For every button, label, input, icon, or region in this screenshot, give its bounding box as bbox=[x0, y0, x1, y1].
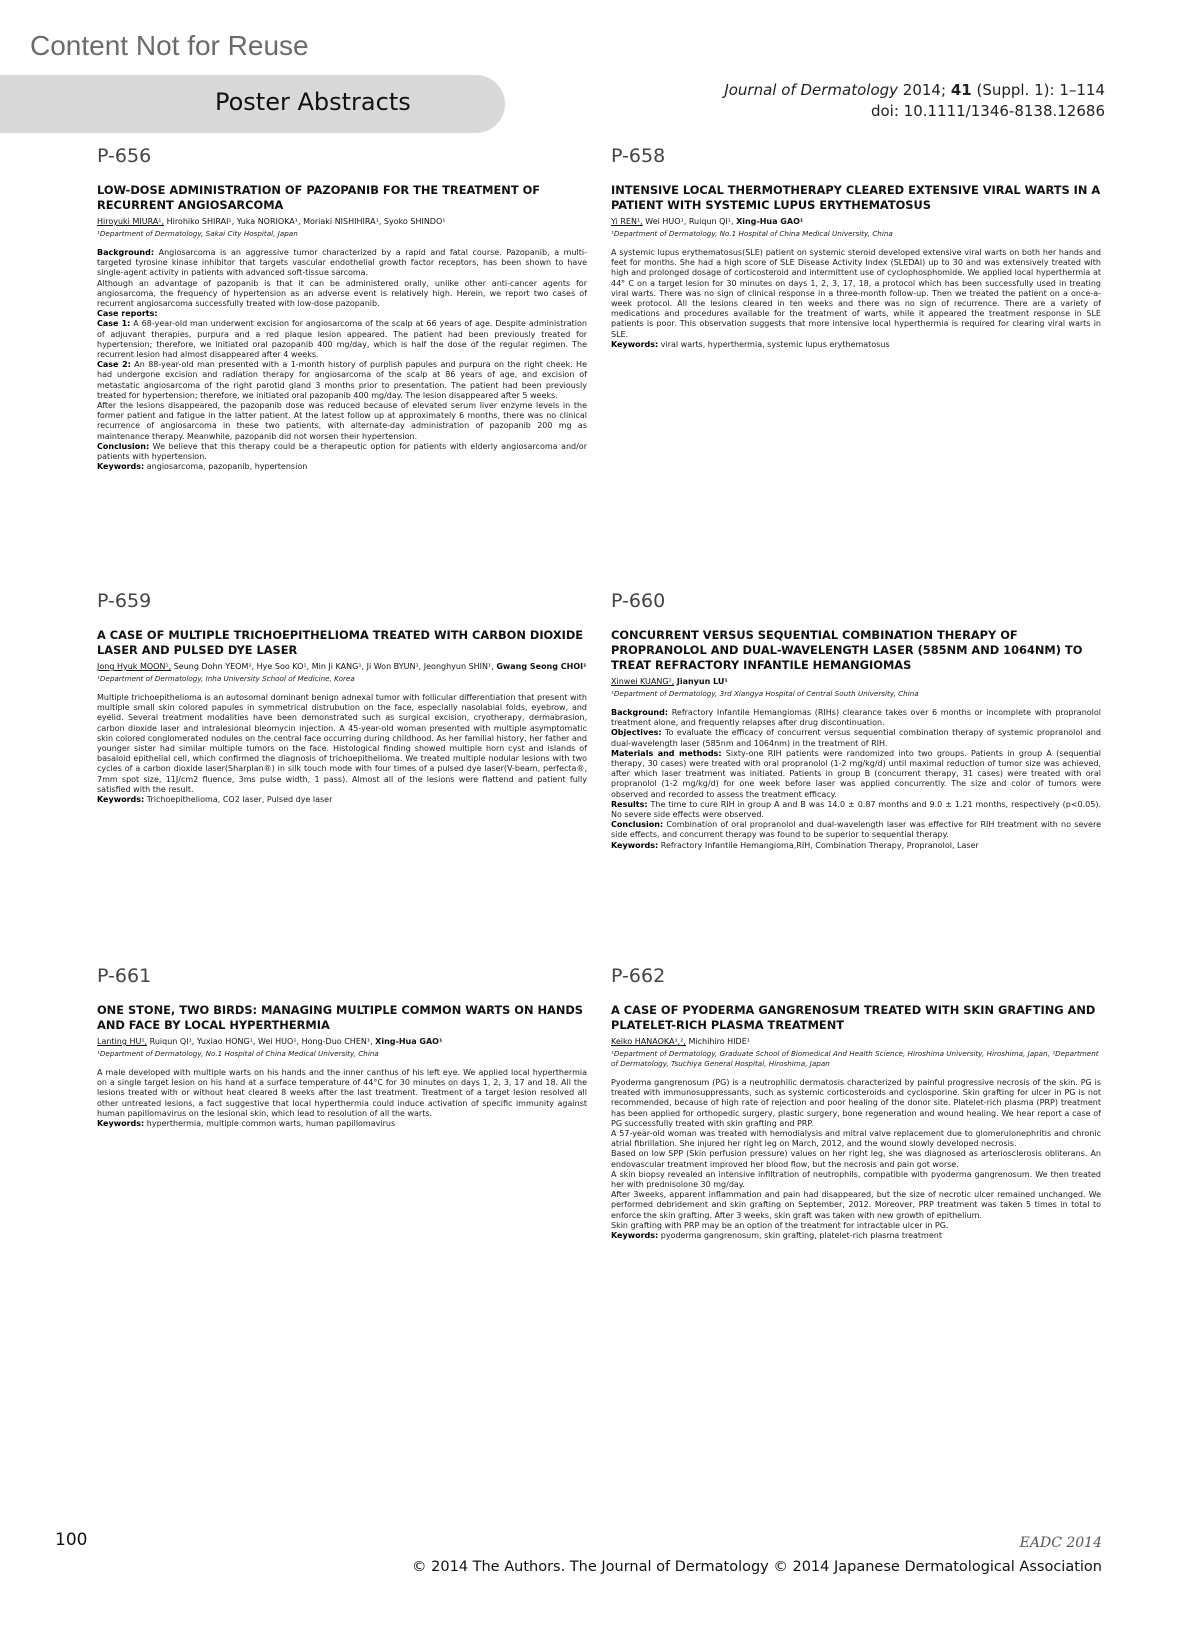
author-presenter: Xinwei KUANG¹, bbox=[611, 677, 675, 686]
paragraph: A male developed with multiple warts on his hands and the inner canthus of his left eye. We applied local hyperthermia on a single target lesion on his hand at a surface temperature of 44°C for 30 minutes on days 1, 2, 3, 17 and 18. All the lesions treated with or without heat cleared 8 weeks after the last treatment. Treatment of a target lesion resolved all other untreated lesions, a fact suggestive that local hyperthermia could induce activation of specific immunity against human papillomavirus on the lesional skin, which lead to resolution of all the warts. bbox=[97, 1068, 587, 1118]
paragraph: Case 2: An 88-year-old man presented with a 1-month history of purplish papules and purpura on the right cheek. He had undergone excision and radiation therapy for angiosarcoma of the scalp at 86 years of age, and excision of metastatic angiosarcoma of the right parotid gland 3 months prior to presentation. The patient had been previously treated for hypertension; therefore, we initiated oral pazopanib 400 mg/day. The lesion disappeared after 5 weeks. bbox=[97, 360, 587, 400]
author: Ruiqun QI¹, bbox=[149, 1037, 195, 1046]
paragraph: Pyoderma gangrenosum (PG) is a neutrophilic dermatosis characterized by painful progressive necrosis of the skin. PG is treated with immunosuppressants, such as systemic corticosteroids and cyclosporine. Skin grafting for ulcer in PG is not recommended, because of high rate of rejection and poor healing of the donor site. Platelet-rich plasma (PRP) treatment has been applied for orthopedic surgery, plastic surgery, bone regeneration and wound healing. We hear report a case of PG successfully treated with skin grafting and PRP. bbox=[611, 1078, 1101, 1128]
abstract-title: ONE STONE, TWO BIRDS: MANAGING MULTIPLE COMMON WARTS ON HANDS AND FACE BY LOCAL HYPERTHERMIA bbox=[97, 1003, 584, 1032]
abstract-title: LOW-DOSE ADMINISTRATION OF PAZOPANIB FOR THE TREATMENT OF RECURRENT ANGIOSARCOMA bbox=[97, 183, 541, 212]
keywords: Keywords: hyperthermia, multiple common warts, human papillomavirus bbox=[97, 1119, 396, 1129]
paragraph: A skin biopsy revealed an intensive infiltration of neutrophils, compatible with pyoderma gangrenosum. We then treated her with prednisolone 30 mg/day. bbox=[611, 1169, 1101, 1190]
journal-volume: 41 bbox=[950, 81, 972, 99]
abstract-p661 bbox=[97, 965, 587, 1129]
author: Yuxiao HONG¹, bbox=[196, 1037, 256, 1046]
author: Min Ji KANG¹, bbox=[311, 662, 365, 671]
paragraph: Objectives: To evaluate the efficacy of concurrent versus sequential combination therapy of systemic propranolol and dual-wavelength laser (585nm and 1064nm) in the treatment of RIH. bbox=[611, 728, 1101, 748]
abstract-id: P-659 bbox=[97, 590, 152, 612]
author: Syoko SHINDO¹ bbox=[383, 217, 446, 226]
abstract-body bbox=[611, 1078, 1101, 1241]
author-list bbox=[97, 1036, 587, 1047]
paragraph: Results: The time to cure RIH in group A and B was 14.0 ± 0.87 months and 9.0 ± 1.21 months, respectively (p<0.05). No severe side effects were observed. bbox=[611, 799, 1101, 820]
abstract-p658 bbox=[611, 145, 1101, 350]
section-title: Poster Abstracts bbox=[215, 88, 411, 116]
author: Ruiqun QI¹, bbox=[688, 217, 734, 226]
abstract-p660 bbox=[611, 590, 1101, 851]
journal-doi: doi: 10.1111/1346-8138.12686 bbox=[870, 102, 1105, 120]
paragraph: Background: Angiosarcoma is an aggressive tumor characterized by a rapid and fatal course. Pazopanib, a multi-targeted tyrosine kinase inhibitor that targets vascular endothelial growth factor receptors, has been shown to have single-agent activity in patients with advanced soft-tissue sarcoma. bbox=[97, 248, 587, 278]
abstract-id: P-662 bbox=[611, 965, 666, 987]
affiliation: ¹Department of Dermatology, No.1 Hospital of China Medical University, China bbox=[97, 1049, 379, 1058]
abstract-id: P-661 bbox=[97, 965, 152, 987]
abstract-body bbox=[611, 248, 1101, 350]
author-list bbox=[97, 661, 587, 672]
paragraph: Case 1: A 68-year-old man underwent excision for angiosarcoma of the scalp at 66 years of age. Despite administration of adjuvant therapies, purpura and a red plaque lesion appeared. The patient had been previously treated for hypertension; therefore, we initiated oral pazopanib 400 mg/day, which is half the dose of the regular regimen. The recurrent lesion had almost disappeared after 4 weeks. bbox=[97, 319, 587, 360]
abstract-body bbox=[97, 1068, 587, 1129]
journal-suppl: (Suppl. 1): 1–114 bbox=[976, 81, 1105, 99]
affiliation: ¹Department of Dermatology, Sakai City Hospital, Japan bbox=[97, 229, 298, 238]
author: Hirohiko SHIRAI¹, bbox=[166, 217, 235, 226]
abstract-title: A CASE OF PYODERMA GANGRENOSUM TREATED WITH SKIN GRAFTING AND PLATELET-RICH PLASMA TREATMENT bbox=[611, 1003, 1096, 1032]
keywords: Keywords: pyoderma gangrenosum, skin grafting, platelet-rich plasma treatment bbox=[611, 1231, 942, 1241]
keywords: Keywords: viral warts, hyperthermia, systemic lupus erythematosus bbox=[611, 339, 890, 349]
abstract-title: CONCURRENT VERSUS SEQUENTIAL COMBINATION THERAPY OF PROPRANOLOL AND DUAL-WAVELENGTH LASER (585NM AND 1064NM) TO TREAT REFRACTORY INFANTILE HEMANGIOMAS bbox=[611, 628, 1083, 672]
abstract-id: P-658 bbox=[611, 145, 666, 167]
affiliation: ¹Department of Dermatology, 3rd Xiangya Hospital of Central South University, China bbox=[611, 689, 919, 698]
affiliation: ¹Department of Dermatology, Inha University School of Medicine, Korea bbox=[97, 674, 355, 683]
author: Ji Won BYUN¹, bbox=[366, 662, 422, 671]
author-list bbox=[611, 1036, 1101, 1047]
author-corresponding: Gwang Seong CHOI¹ bbox=[496, 662, 587, 671]
paragraph: Based on low SPP (Skin perfusion pressure) values on her right leg, she was diagnosed as arteriosclerosis obliterans. An endovascular treatment improved her blood flow, but the necrosis and pain got worse. bbox=[611, 1149, 1101, 1169]
affiliation: ¹Department of Dermatology, No.1 Hospital of China Medical University, China bbox=[611, 229, 893, 238]
paragraph: Although an advantage of pazopanib is that it can be administered orally, unlike other anti-cancer agents for angiosarcoma, the frequency of hypertension as an adverse event is relatively high. Herein, we report two cases of recurrent angiosarcoma successfully treated with low-dose pazopanib. bbox=[97, 278, 587, 309]
journal-year: 2014; bbox=[902, 81, 947, 99]
author-corresponding: Xing-Hua GAO¹ bbox=[736, 217, 804, 226]
author-presenter: Lanting HU¹, bbox=[97, 1037, 148, 1046]
abstract-p656 bbox=[97, 145, 587, 472]
author: Hye Soo KO¹, bbox=[256, 662, 310, 671]
author-presenter: Jong Hyuk MOON¹, bbox=[97, 662, 172, 671]
author: Wei HUO¹, bbox=[645, 217, 687, 226]
author-corresponding: Xing-Hua GAO¹ bbox=[375, 1037, 443, 1046]
paragraph: Skin grafting with PRP may be an option of the treatment for intractable ulcer in PG. bbox=[611, 1220, 949, 1230]
author: Yuka NORIOKA¹, bbox=[236, 217, 301, 226]
journal-citation bbox=[724, 80, 1105, 122]
author: Michihiro HIDE¹ bbox=[688, 1037, 750, 1046]
abstract-body bbox=[97, 693, 587, 805]
author-presenter: Yi REN¹, bbox=[611, 217, 643, 226]
paragraph: Multiple trichoepithelioma is an autosomal dominant benign adnexal tumor with follicular differentiation that present with multiple small skin colored papules in symmetrical distrubution on the face, especially nasolabial folds, eyebrow, and eyelid. Several treatment modalities have been demonstrated such as surgical excision, cryotherapy, dermabrasion, carbon dioxide laser and intralesional bleomycin injection. A 45-year-old woman presented with multiple asymptomatic skin colored conglomerated nodules on the central face occurring during childhood. As her familial history, her father and younger sister had similar multiple tumors on the face. Histological finding showed multiple horn cyst and islands of basaloid epithelial cell, which confirmed the diagnosis of trichoepithelioma. We treated multiple nodular lesions with two cycles of a carbon dioxide laser(Sharplan®) in silk touch mode with four times of a pulsed dye laser(V-beam, perfecta®, 7mm spot size, 11J/cm2 fluence, 3ms pulse width, 1 pass). Almost all of the lesions were flattend and patient fully satisfied with the result. bbox=[97, 693, 587, 794]
author: Wei HUO¹, bbox=[258, 1037, 300, 1046]
abstract-p662 bbox=[611, 965, 1101, 1241]
author-list bbox=[611, 216, 1101, 227]
affiliation: ¹Department of Dermatology, Graduate School of Biomedical And Health Science, Hiroshima University, Hiroshima, Japan, ²Department of Dermatology, Tsuchiya General Hospital, Hiroshima, Japan bbox=[611, 1049, 1099, 1068]
paragraph: Conclusion: We believe that this therapy could be a therapeutic option for patients with elderly angiosarcoma and/or patients with hypertension. bbox=[97, 441, 587, 462]
author: Hong-Duo CHEN¹, bbox=[301, 1037, 373, 1046]
author-corresponding: Jianyun LU¹ bbox=[676, 677, 728, 686]
author-presenter: Hiroyuki MIURA¹, bbox=[97, 217, 165, 226]
paragraph: After 3weeks, apparent inflammation and pain had disappeared, but the size of necrotic ulcer remained unchanged. We performed debridement and skin grafting on September, 2012. Moreover, PRP treatment was taken 5 times in total to enforce the skin grafting. After 3 weeks, skin graft was taken with new growth of epithelium. bbox=[611, 1190, 1101, 1220]
paragraph: Conclusion: Combination of oral propranolol and dual-wavelength laser was effective for RIH treatment with no severe side effects, and concurrent therapy was found to be superior to sequential therapy. bbox=[611, 820, 1101, 840]
abstract-title: A CASE OF MULTIPLE TRICHOEPITHELIOMA TREATED WITH CARBON DIOXIDE LASER AND PULSED DYE LASER bbox=[97, 628, 584, 657]
conference-name: EADC 2014 bbox=[1019, 1535, 1102, 1551]
keywords: Keywords: Refractory Infantile Hemangioma,RIH, Combination Therapy, Propranolol, Laser bbox=[611, 840, 979, 850]
copyright-notice: © 2014 The Authors. The Journal of Dermatology © 2014 Japanese Dermatological Association bbox=[412, 1559, 1102, 1575]
journal-name: Journal of Dermatology bbox=[724, 81, 899, 99]
page-number: 100 bbox=[55, 1530, 88, 1550]
paragraph: After the lesions disappeared, the pazopanib dose was reduced because of elevated serum liver enzyme levels in the former patient and fatigue in the latter patient. At the latest follow up at approximately 6 months, there was no clinical recurrence of angiosarcoma in these two patients, with alternate-day administration of pazopanib 200 mg as maintenance therapy. Meanwhile, pazopanib did not worsen their hypertension. bbox=[97, 401, 587, 441]
paragraph: A systemic lupus erythematosus(SLE) patient on systemic steroid developed extensive viral warts on both her hands and feet for months. She had a high score of SLE Disease Activity Index (SLEDAI) up to 30 and was extensively treated with high and prolonged dosage of corticosteroid and intermittent use of cyclophosphomide. We applied local hyperthermia at 44° C on a target lesion for 30 minutes on days 1, 2, 3, 17, 18, a protocol which has been successfully used in treating viral warts. There was no sign of clinical response in a three-month follow-up. Then we treated the patient on a once-a-week protocol. All the lesions cleared in ten weeks and there was no sign of recurrence. There are a variety of medications and procedures available for the treatment of warts, while it appeared the treatment response in SLE patients is poor. This observation suggests that more intensive local hyperthermia is required for clearing viral warts in SLE. bbox=[611, 248, 1101, 339]
abstract-body bbox=[97, 248, 587, 472]
paragraph: A 57-year-old woman was treated with hemodialysis and mitral valve replacement due to glomerulonephritis and chronic atrial fibrillation. She injured her right leg on March, 2012, and the wound slowly developed necrosis. bbox=[611, 1129, 1101, 1149]
keywords: Keywords: angiosarcoma, pazopanib, hypertension bbox=[97, 462, 308, 472]
paragraph: Case reports: bbox=[97, 309, 158, 319]
author-list bbox=[97, 216, 587, 227]
paragraph: Materials and methods: Sixty-one RIH patients were randomized into two groups. Patients in group A (sequential therapy, 30 cases) were treated with oral propranolol (1-2 mg/kg/d) until maximal reduction of tumor size was achieved, after which laser treatment was initiated. Patients in group B (concurrent therapy, 31 cases) were treated with oral propranolol (1-2 mg/kg/d) for one week before laser was applied concurrently. The size and color of tumors were observed and recorded to assess the treatment efficacy. bbox=[611, 748, 1102, 799]
keywords: Keywords: Trichoepithelioma, CO2 laser, Pulsed dye laser bbox=[97, 795, 333, 805]
author: Seung Dohn YEOM¹, bbox=[173, 662, 255, 671]
watermark-text: Content Not for Reuse bbox=[30, 30, 309, 61]
paragraph: Background: Refractory Infantile Hemangiomas (RIHs) clearance takes over 6 months or incomplete with propranolol treatment alone, and frequently relapses after drug discontinuation. bbox=[611, 708, 1101, 728]
abstract-id: P-656 bbox=[97, 145, 152, 167]
journal-line bbox=[724, 80, 1105, 101]
author: Moriaki NISHIHIRA¹, bbox=[303, 217, 382, 226]
abstract-id: P-660 bbox=[611, 590, 666, 612]
author-list bbox=[611, 676, 1101, 687]
author: Jeonghyun SHIN¹, bbox=[423, 662, 494, 671]
abstract-title: INTENSIVE LOCAL THERMOTHERAPY CLEARED EXTENSIVE VIRAL WARTS IN A PATIENT WITH SYSTEMIC LUPUS ERYTHEMATOSUS bbox=[611, 183, 1101, 212]
author-presenter: Keiko HANAOKA¹,², bbox=[611, 1037, 686, 1046]
abstract-body bbox=[611, 708, 1101, 851]
abstract-p659 bbox=[97, 590, 587, 805]
